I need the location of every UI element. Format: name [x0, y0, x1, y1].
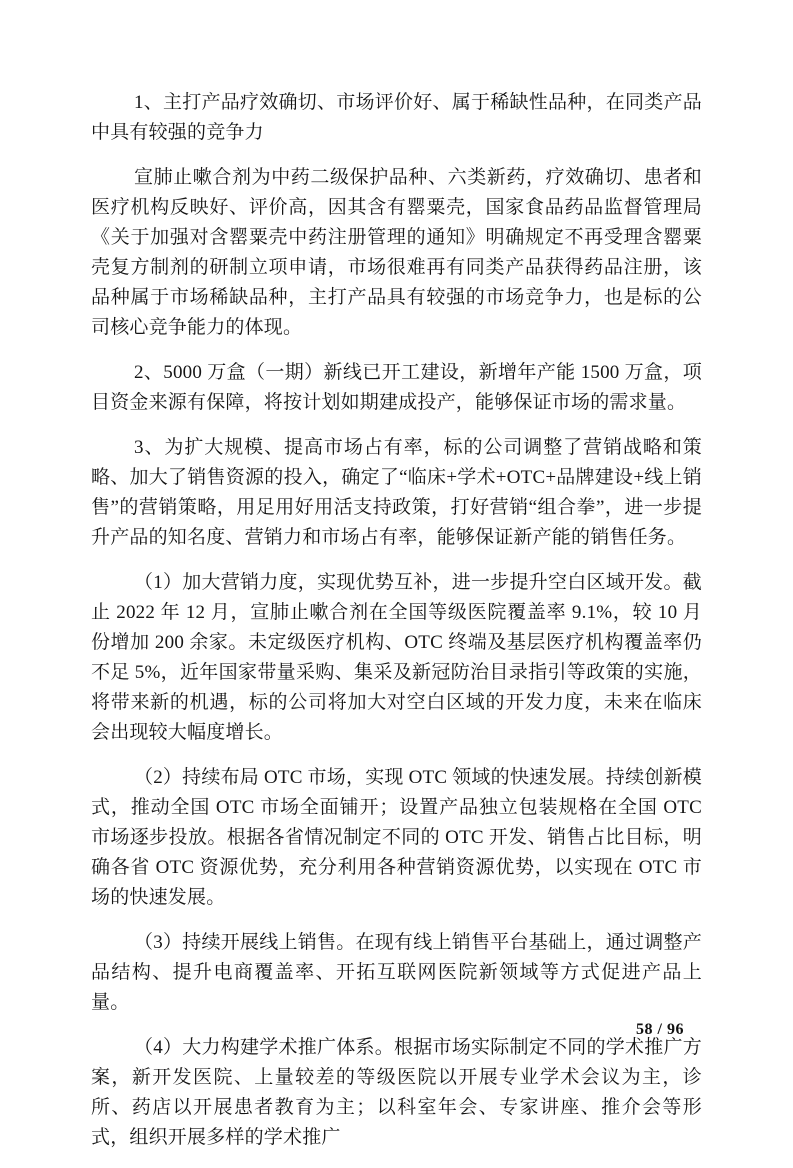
heading-product-competitiveness: 1、主打产品疗效确切、市场评价好、属于稀缺性品种，在同类产品中具有较强的竞争力	[91, 92, 702, 143]
paragraph-sub4-academic-promotion: （4）大力构建学术推广体系。根据市场实际制定不同的学术推广方案，新开发医院、上量较差的等级医院以开展专业学术会议为主，诊所、药店以开展患者教育为主；以科室年会、专家讲座、推介会等形式，组织开展多样的学术推广	[91, 1037, 702, 1148]
paragraph-sub2-otc-market: （2）持续布局 OTC 市场，实现 OTC 领域的快速发展。持续创新模式，推动全国 OTC 市场全面铺开；设置产品独立包装规格在全国 OTC 市场逐步投放。根据各省情况制定不同的 OTC 开发、销售占比目标，明确各省 OTC 资源优势，充分利用各种营销资源优势，以实现在 OTC 市场的快速发展。	[91, 767, 702, 908]
paragraph-sub1-marketing-coverage: （1）加大营销力度，实现优势互补，进一步提升空白区域开发。截止 2022 年 12 月，宣肺止嗽合剂在全国等级医院覆盖率 9.1%，较 10 月份增加 200 余家。未定级医疗机构、OTC 终端及基层医疗机构覆盖率仍不足 5%，近年国家带量采购、集采及新冠防治目录指引等政策的实施，将带来新的机遇，标的公司将加大对空白区域的开发力度，未来在临床会出现较大幅度增长。	[91, 572, 702, 743]
paragraph-capacity-expansion: 2、5000 万盒（一期）新线已开工建设，新增年产能 1500 万盒，项目资金来源有保障，将按计划如期建成投产，能够保证市场的需求量。	[91, 362, 702, 413]
page-number: 58 / 96	[636, 1021, 684, 1038]
paragraph-marketing-strategy: 3、为扩大规模、提高市场占有率，标的公司调整了营销战略和策略、加大了销售资源的投入，确定了“临床+学术+OTC+品牌建设+线上销售”的营销策略，用足用好用活支持政策，打好营销“组合拳”，进一步提升产品的知名度、营销力和市场占有率，能够保证新产能的销售任务。	[91, 437, 702, 548]
paragraph-sub3-online-sales: （3）持续开展线上销售。在现有线上销售平台基础上，通过调整产品结构、提升电商覆盖率、开拓互联网医院新领域等方式促进产品上量。	[91, 932, 702, 1013]
paragraph-xuanfei-product-description: 宣肺止嗽合剂为中药二级保护品种、六类新药，疗效确切、患者和医疗机构反映好、评价高，因其含有罂粟壳，国家食品药品监督管理局《关于加强对含罂粟壳中药注册管理的通知》明确规定不再受理含罂粟壳复方制剂的研制立项申请，市场很难再有同类产品获得药品注册，该品种属于市场稀缺品种，主打产品具有较强的市场竞争力，也是标的公司核心竞争能力的体现。	[91, 167, 702, 338]
page-text	[91, 88, 702, 1168]
